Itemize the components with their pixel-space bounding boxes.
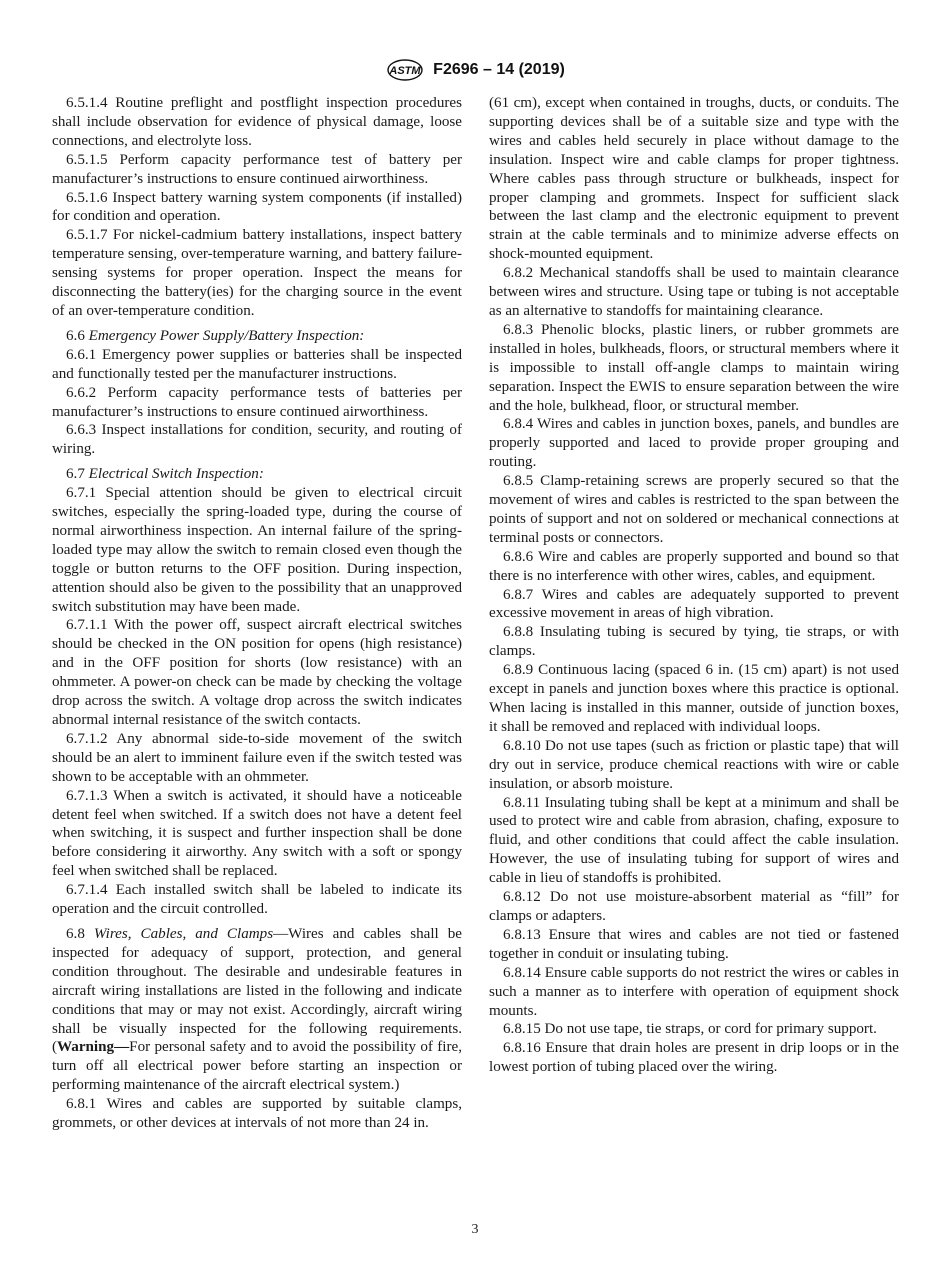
standard-designation: F2696 – 14 (2019) xyxy=(433,61,565,78)
page-number: 3 xyxy=(471,1222,479,1237)
heading-6-8-number: 6.8 xyxy=(66,925,85,942)
para-6-8-15: 6.8.15 Do not use tape, tie straps, or cord for primary support. xyxy=(503,1021,877,1038)
warning-label: Warning— xyxy=(57,1039,130,1056)
para-6-5-1-7: 6.5.1.7 For nickel-cadmium battery installations, inspect battery temperature sensing, over-temperature warning, and battery failure-sensing systems for proper operation. Inspect the means for disconnecting the battery(ies) for the charging source in the event of an over-temperature condition. xyxy=(52,227,462,319)
para-6-8-6: 6.8.6 Wire and cables are properly supported and bound so that there is no interference with other wires, cables, and equipment. xyxy=(489,548,899,584)
para-6-5-1-5: 6.5.1.5 Perform capacity performance test of battery per manufacturer’s instructions to ensure continued airworthiness. xyxy=(52,151,462,187)
para-6-5-1-4: 6.5.1.4 Routine preflight and postflight inspection procedures shall include observation for evidence of physical damage, loose connections, and electrolyte loss. xyxy=(52,95,462,149)
heading-6-7-number: 6.7 xyxy=(66,466,85,483)
heading-6-8-text: —Wires and cables shall be inspected for adequacy of support, protection, and general condition throughout. The desirable and undesirable features in aircraft wiring installations are listed in the following and indicate conditions that may or may not exist. Accordingly, aircraft wiring shall be visually inspected for the following requirements. ( xyxy=(52,925,462,1056)
page-header xyxy=(0,58,950,82)
para-6-5-1-6: 6.5.1.6 Inspect battery warning system components (if installed) for condition and operation. xyxy=(52,189,462,225)
warning-text: For personal safety and to avoid the possibility of fire, turn off all electrical power before starting an inspection or performing maintenance of the aircraft electrical system.) xyxy=(52,1039,462,1094)
heading-6-8 xyxy=(52,925,462,1095)
para-6-8-16: 6.8.16 Ensure that drain holes are present in drip loops or in the lowest portion of tubing placed over the wiring. xyxy=(489,1040,899,1076)
para-6-6-3: 6.6.3 Inspect installations for condition, security, and routing of wiring. xyxy=(52,422,462,458)
para-6-8-10: 6.8.10 Do not use tapes (such as friction or plastic tape) that will dry out in service, produce chemical reactions with wire or cable insulation, or absorb moisture. xyxy=(489,737,899,792)
heading-6-6-title: Emergency Power Supply/Battery Inspection: xyxy=(88,327,365,344)
heading-6-8-title: Wires, Cables, and Clamps xyxy=(93,925,274,942)
para-6-8-13: 6.8.13 Ensure that wires and cables are not tied or fastened together in conduit or insulating tubing. xyxy=(489,926,899,962)
para-6-7-1-2: 6.7.1.2 Any abnormal side-to-side movement of the switch should be an alert to imminent failure even if the switch tested was shown to be acceptable with an ohmmeter. xyxy=(52,730,462,785)
para-6-6-2: 6.6.2 Perform capacity performance tests of batteries per manufacturer’s instructions to ensure continued airworthiness. xyxy=(52,384,462,420)
para-6-8-11: 6.8.11 Insulating tubing shall be kept at a minimum and shall be used to protect wire and cable from abrasion, chafing, exposure to fluid, and other conditions that could affect the cable insulation. However, the use of insulating tubing for support of wires and cable in lieu of standoffs is prohibited. xyxy=(489,794,899,887)
para-6-7-1-4: 6.7.1.4 Each installed switch shall be labeled to indicate its operation and the circuit controlled. xyxy=(52,882,462,918)
para-6-8-9: 6.8.9 Continuous lacing (spaced 6 in. (15 cm) apart) is not used except in panels and junction boxes where this practice is optional. When lacing is installed in this manner, outside of junction boxes, it shall be removed and replaced with individual loops. xyxy=(489,662,899,735)
para-6-8-7: 6.8.7 Wires and cables are adequately supported to prevent excessive movement in areas of high vibration. xyxy=(489,586,899,622)
para-6-7-1-1: 6.7.1.1 With the power off, suspect aircraft electrical switches should be checked in the ON position for opens (high resistance) and in the OFF position for shorts (low resistance) with an ohmmeter. A power-on check can be made by checking the voltage drop across the switch. A voltage drop across the switch indicates abnormal internal resistance of the switch contacts. xyxy=(52,617,462,728)
para-6-8-5: 6.8.5 Clamp-retaining screws are properly secured so that the movement of wires and cables is restricted to the span between the points of support and not on soldered or mechanical connections at terminal posts or connectors. xyxy=(489,473,899,546)
para-6-8-2: 6.8.2 Mechanical standoffs shall be used to maintain clearance between wires and structure. Using tape or tubing is not acceptable as an alternative to standoffs for maintaining clearance. xyxy=(489,265,899,319)
left-column xyxy=(52,94,462,1133)
para-6-8-12: 6.8.12 Do not use moisture-absorbent material as “fill” for clamps or adapters. xyxy=(489,889,899,924)
heading-6-6 xyxy=(52,327,462,346)
para-6-8-8: 6.8.8 Insulating tubing is secured by tying, tie straps, or with clamps. xyxy=(489,624,899,660)
para-6-8-14: 6.8.14 Ensure cable supports do not restrict the wires or cables in such a manner as to interfere with operation of equipment shock mounts. xyxy=(489,964,899,1019)
para-6-6-1: 6.6.1 Emergency power supplies or batteries shall be inspected and functionally tested per the manufacturer instructions. xyxy=(52,346,462,382)
right-column xyxy=(489,94,899,1077)
para-6-8-3: 6.8.3 Phenolic blocks, plastic liners, or rubber grommets are installed in holes, bulkheads, floors, or structural members where it is impossible to install off-angle clamps to maintain wiring separation. Inspect the EWIS to ensure separation between the wire and the hole, bulkhead, floor, or structural member. xyxy=(489,321,899,414)
svg-text:ASTM: ASTM xyxy=(389,65,421,77)
astm-logo-icon xyxy=(385,59,425,81)
heading-6-6-number: 6.6 xyxy=(66,327,85,344)
heading-6-7 xyxy=(52,465,462,484)
para-6-7-1: 6.7.1 Special attention should be given to electrical circuit switches, especially the spring-loaded type, during the course of normal airworthiness inspection. An internal failure of the spring-loaded type may allow the switch to remain closed even though the toggle or button returns to the OFF position. During inspection, attention should also be given to the possibility that an unapproved switch substitution may have been made. xyxy=(52,485,462,615)
para-6-7-1-3: 6.7.1.3 When a switch is activated, it should have a noticeable detent feel when switched. If a switch does not have a detent feel when switching, it is suspect and further inspection shall be done before considering it airworthy. Any switch with a soft or spongy feel when switched shall be replaced. xyxy=(52,787,462,880)
para-6-8-1: 6.8.1 Wires and cables are supported by suitable clamps, grommets, or other devices at intervals of not more than 24 in. xyxy=(52,1096,462,1132)
para-6-8-4: 6.8.4 Wires and cables in junction boxes, panels, and bundles are properly supported and laced to provide proper grouping and routing. xyxy=(489,416,899,471)
para-6-8-1-continued: (61 cm), except when contained in troughs, ducts, or conduits. The supporting devices shall be of a suitable size and type with the wires and cables held securely in place without damage to the insulation. Inspect wire and cable clamps for proper tightness. Where cables pass through structure or bulkheads, inspect for proper clamping and grommets. Inspect for sufficient slack between the last clamp and the electronic equipment to prevent strain at the cable terminals and to minimize adverse effects on shock-mounted equipment. xyxy=(489,95,899,263)
heading-6-7-title: Electrical Switch Inspection: xyxy=(88,466,264,483)
